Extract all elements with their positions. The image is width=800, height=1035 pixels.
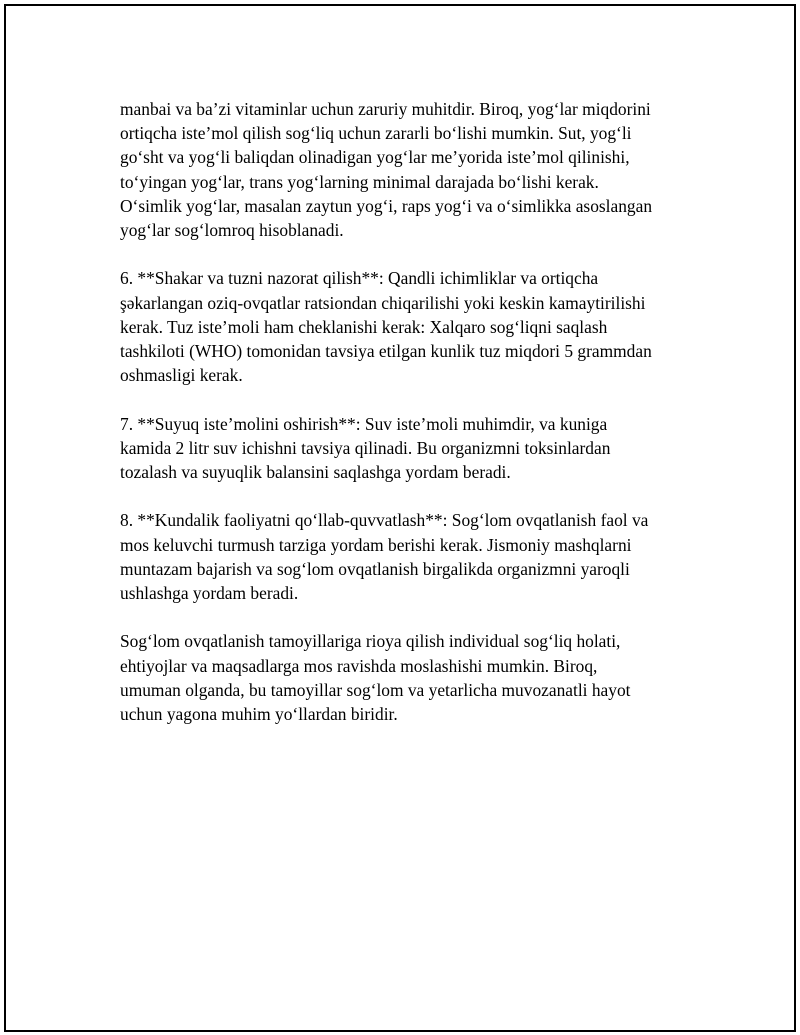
text-line: oshmasligi kerak. — [120, 365, 243, 386]
text-line: kerak. Tuz iste’moli ham cheklanishi kerak: Xalqaro sog‘liqni saqlash — [120, 316, 608, 337]
text-line: mos keluvchi turmush tarziga yordam berishi kerak. Jismoniy mashqlarni — [120, 534, 632, 555]
text-line: Sog‘lom ovqatlanish tamoyillariga rioya qilish individual sog‘liq holati, — [120, 631, 621, 652]
paragraph-fluid-intake — [120, 412, 700, 485]
text-line: O‘simlik yog‘lar, masalan zaytun yog‘i, raps yog‘i va o‘simlikka asoslangan — [120, 195, 653, 216]
text-line: 6. **Shakar va tuzni nazorat qilish**: Qandli ichimliklar va ortiqcha — [120, 268, 599, 289]
text-line: 8. **Kundalik faoliyatni qo‘llab-quvvatlash**: Sog‘lom ovqatlanish faol va — [120, 510, 649, 531]
text-line: ushlashga yordam beradi. — [120, 583, 299, 604]
text-line: go‘sht va yog‘li baliqdan olinadigan yog‘lar me’yorida iste’mol qilinishi, — [120, 147, 630, 168]
text-line: umuman olganda, bu tamoyillar sog‘lom va yetarlicha muvozanatli hayot — [120, 679, 631, 700]
document-body — [120, 97, 700, 750]
paragraph-daily-activity — [120, 508, 700, 605]
text-line: şəkarlangan oziq-ovqatlar ratsiondan chiqarilishi yoki keskin kamaytirilishi — [120, 292, 646, 313]
text-line: ortiqcha iste’mol qilish sog‘liq uchun zararli bo‘lishi mumkin. Sut, yog‘li — [120, 123, 632, 144]
text-line: kamida 2 litr suv ichishni tavsiya qilinadi. Bu organizmni toksinlardan — [120, 437, 611, 458]
text-line: muntazam bajarish va sog‘lom ovqatlanish birgalikda organizmni yaroqli — [120, 558, 630, 579]
text-line: yog‘lar sog‘lomroq hisoblanadi. — [120, 220, 344, 241]
text-line: ehtiyojlar va maqsadlarga mos ravishda moslashishi mumkin. Biroq, — [120, 655, 598, 676]
text-line: uchun yagona muhim yo‘llardan biridir. — [120, 704, 398, 725]
text-line: 7. **Suyuq iste’molini oshirish**: Suv iste’moli muhimdir, va kuniga — [120, 413, 608, 434]
text-line: tozalash va suyuqlik balansini saqlashga yordam beradi. — [120, 462, 511, 483]
text-line: tashkiloti (WHO) tomonidan tavsiya etilgan kunlik tuz miqdori 5 grammdan — [120, 341, 652, 362]
paragraph-conclusion — [120, 629, 700, 726]
text-line: manbai va ba’zi vitaminlar uchun zaruriy muhitdir. Biroq, yog‘lar miqdorini — [120, 99, 651, 119]
paragraph-sugar-salt — [120, 266, 700, 387]
paragraph-fats-continued — [120, 97, 700, 242]
text-line: to‘yingan yog‘lar, trans yog‘larning minimal darajada bo‘lishi kerak. — [120, 171, 599, 192]
document-page — [4, 4, 796, 1032]
